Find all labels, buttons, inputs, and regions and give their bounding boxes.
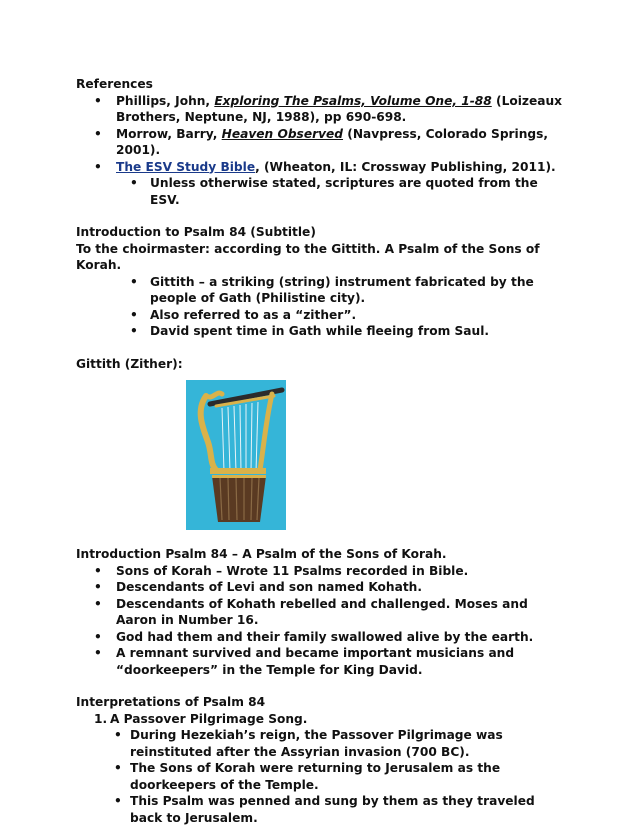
- zither-image: [186, 380, 286, 530]
- references-subitems: [116, 175, 566, 208]
- intro-list: [76, 274, 566, 340]
- numbered-subitems: [110, 727, 566, 826]
- section-interpretations: [76, 694, 566, 826]
- section-introduction: [76, 224, 566, 340]
- reference-item: • Phillips, John, Exploring The Psalms, Volume One, 1-88 (Loizeaux Brothers, Neptune, NJ, 1988), pp 690-698.: [76, 93, 566, 126]
- document-body: [76, 76, 566, 826]
- reference-item: • Morrow, Barry, Heaven Observed (Navpress, Colorado Springs, 2001).: [76, 126, 566, 159]
- list-item: • Sons of Korah – Wrote 11 Psalms recorded in Bible.: [76, 563, 566, 580]
- list-item: • During Hezekiah’s reign, the Passover Pilgrimage was reinstituted after the Assyrian invasion (700 BC).: [110, 727, 566, 760]
- book-title: Exploring The Psalms, Volume One, 1-88: [214, 93, 492, 108]
- section-references: [76, 76, 566, 208]
- interpretations-list: [76, 711, 566, 826]
- list-item: • Descendants of Levi and son named Kohath.: [76, 579, 566, 596]
- list-item: • Descendants of Kohath rebelled and challenged. Moses and Aaron in Number 16.: [76, 596, 566, 629]
- section-korah: [76, 546, 566, 678]
- reference-subitem: • Unless otherwise stated, scriptures are quoted from the ESV.: [116, 175, 566, 208]
- numbered-item: [76, 711, 566, 826]
- interpretations-heading: Interpretations of Psalm 84: [76, 695, 266, 709]
- list-item: • This Psalm was penned and sung by them as they traveled back to Jerusalem.: [110, 793, 566, 826]
- list-item: • Also referred to as a “zither”.: [76, 307, 566, 324]
- references-list: [76, 93, 566, 209]
- gittith-heading: Gittith (Zither):: [76, 356, 183, 371]
- numbered-item-text: A Passover Pilgrimage Song.: [110, 711, 308, 726]
- list-item: • The Sons of Korah were returning to Jerusalem as the doorkeepers of the Temple.: [110, 760, 566, 793]
- zither-illustration: [186, 380, 286, 530]
- references-heading: References: [76, 77, 153, 91]
- list-item: • God had them and their family swallowed alive by the earth.: [76, 629, 566, 646]
- reference-item: • The ESV Study Bible, (Wheaton, IL: Crossway Publishing, 2011). • Unless otherwise stated, scriptures are quoted from the ESV.: [76, 159, 566, 209]
- list-item: • A remnant survived and became important musicians and “doorkeepers” in the Temple for King David.: [76, 645, 566, 678]
- intro-heading: Introduction to Psalm 84 (Subtitle): [76, 225, 316, 239]
- korah-heading: Introduction Psalm 84 – A Psalm of the Sons of Korah.: [76, 547, 447, 561]
- korah-list: [76, 563, 566, 679]
- list-item: • Gittith – a striking (string) instrument fabricated by the people of Gath (Philistine city).: [76, 274, 566, 307]
- item-number: 1.: [94, 711, 108, 726]
- list-item: • David spent time in Gath while fleeing from Saul.: [76, 323, 566, 340]
- esv-study-bible-link[interactable]: The ESV Study Bible: [116, 159, 256, 174]
- section-gittith: [76, 356, 566, 531]
- intro-line: To the choirmaster: according to the Gittith. A Psalm of the Sons of Korah.: [76, 241, 540, 272]
- book-title: Heaven Observed: [221, 126, 344, 141]
